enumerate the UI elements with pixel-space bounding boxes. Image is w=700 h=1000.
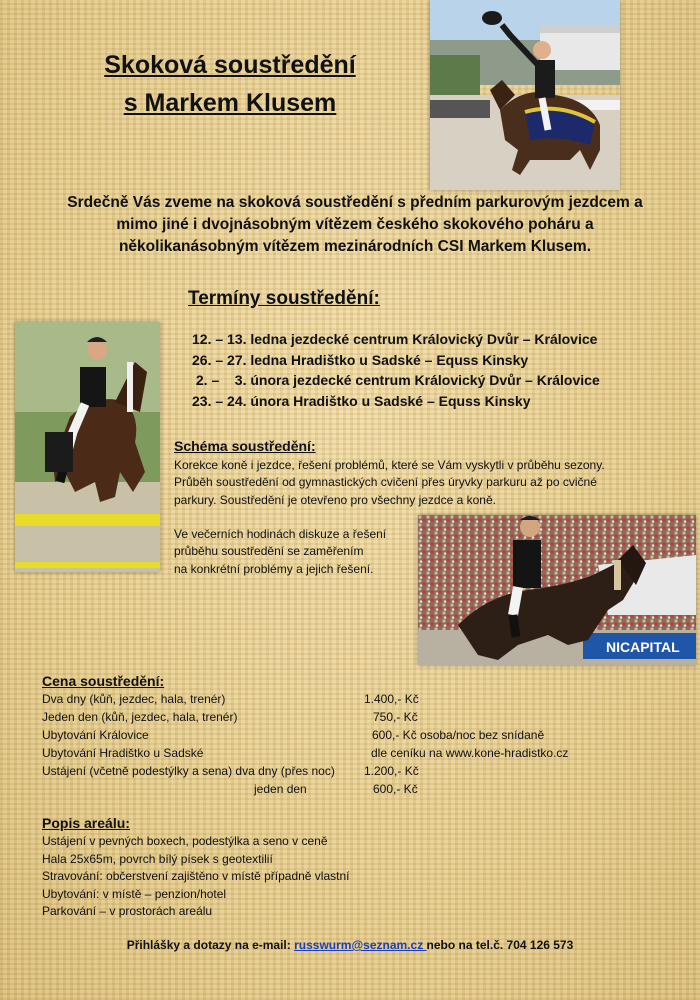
price-row bbox=[42, 780, 662, 798]
evening-line: průběhu soustředění se zaměřením bbox=[174, 544, 364, 559]
schema-line: Korekce koně i jezdce, řešení problémů, které se Vám vyskytli v průběhu sezony. bbox=[174, 458, 605, 472]
price-value: 1.400,- Kč bbox=[364, 692, 419, 706]
schema-line: Průběh soustředění od gymnastických cvičení přes úryvky parkuru až po cvičné bbox=[174, 475, 597, 490]
term-item: 23. – 24. února Hradištko u Sadské – Equss Kinsky bbox=[192, 392, 531, 409]
photo-rider-jumping bbox=[15, 322, 160, 572]
evening-line: na konkrétní problémy a jejich řešení. bbox=[174, 561, 374, 576]
photo-rider-celebrating bbox=[430, 0, 620, 190]
intro-line-2: mimo jiné i dvojnásobným vítězem českého skokového poháru a bbox=[116, 216, 594, 233]
evening-line: Ve večerních hodinách diskuze a řešení bbox=[174, 527, 387, 541]
term-item: 12. – 13. ledna jezdecké centrum Královický Dvůr – Královice bbox=[192, 331, 598, 347]
title-line-1: Skoková soustředění bbox=[104, 51, 356, 79]
price-label: jeden den bbox=[254, 782, 307, 796]
term-item: 26. – 27. ledna Hradištko u Sadské – Equss Kinsky bbox=[192, 351, 529, 368]
contact-suffix: nebo na tel.č. 704 126 573 bbox=[426, 938, 574, 952]
price-row bbox=[42, 690, 662, 708]
price-row bbox=[42, 744, 662, 762]
prices-heading: Cena soustředění: bbox=[42, 673, 165, 689]
area-item: Ubytování: v místě – penzion/hotel bbox=[42, 886, 227, 901]
price-label: Jeden den (kůň, jezdec, hala, trenér) bbox=[42, 710, 238, 724]
contact-email-link[interactable]: russwurm@seznam.cz bbox=[294, 938, 427, 952]
price-row bbox=[42, 708, 662, 726]
price-label: Ubytování Hradištko u Sadské bbox=[42, 746, 204, 760]
page-title bbox=[60, 46, 400, 122]
price-row bbox=[42, 762, 662, 780]
contact-line bbox=[0, 938, 700, 952]
price-value: 600,- Kč bbox=[373, 782, 418, 796]
evening-discussion-text bbox=[174, 526, 414, 578]
title-line-2: s Markem Klusem bbox=[123, 89, 337, 117]
area-item: Stravování: občerstvení zajištěno v místě případně vlastní bbox=[42, 869, 350, 884]
intro-line-1: Srdečně Vás zveme na skoková soustředění s předním parkurovým jezdcem a bbox=[67, 194, 643, 211]
price-label: Ubytování Královice bbox=[42, 728, 149, 742]
contact-prefix: Přihlášky a dotazy na e-mail: bbox=[126, 938, 295, 952]
schema-line: parkury. Soustředění je otevřeno pro všechny jezdce a koně. bbox=[174, 492, 496, 507]
photo-rider-over-fence bbox=[418, 515, 696, 665]
intro-paragraph bbox=[40, 192, 670, 258]
terms-list bbox=[192, 329, 672, 411]
price-label: Ustájení (včetně podestýlky a sena) dva dny (přes noc) bbox=[42, 764, 335, 778]
intro-line-3: několikanásobným vítězem mezinárodních CSI Markem Klusem. bbox=[118, 238, 592, 255]
price-row bbox=[42, 726, 662, 744]
price-value: dle ceníku na www.kone-hradistko.cz bbox=[371, 746, 569, 760]
area-item: Ustájení v pevných boxech, podestýlka a seno v ceně bbox=[42, 834, 328, 848]
schema-text bbox=[174, 457, 654, 509]
area-list bbox=[42, 833, 542, 921]
terms-heading: Termíny soustředění: bbox=[188, 288, 380, 309]
price-label: Dva dny (kůň, jezdec, hala, trenér) bbox=[42, 692, 226, 706]
price-value: 1.200,- Kč bbox=[364, 764, 419, 778]
term-item: 2. – 3. února jezdecké centrum Královický Dvůr – Královice bbox=[192, 372, 600, 389]
price-value: 600,- Kč osoba/noc bez snídaně bbox=[372, 728, 545, 742]
area-item: Hala 25x65m, povrch bílý písek s geotextilií bbox=[42, 851, 273, 866]
price-value: 750,- Kč bbox=[373, 710, 418, 724]
area-heading: Popis areálu: bbox=[42, 815, 130, 831]
schema-heading: Schéma soustředění: bbox=[174, 438, 316, 454]
banner-text: NICAPITAL bbox=[606, 639, 680, 655]
area-item: Parkování – v prostorách areálu bbox=[42, 904, 213, 919]
